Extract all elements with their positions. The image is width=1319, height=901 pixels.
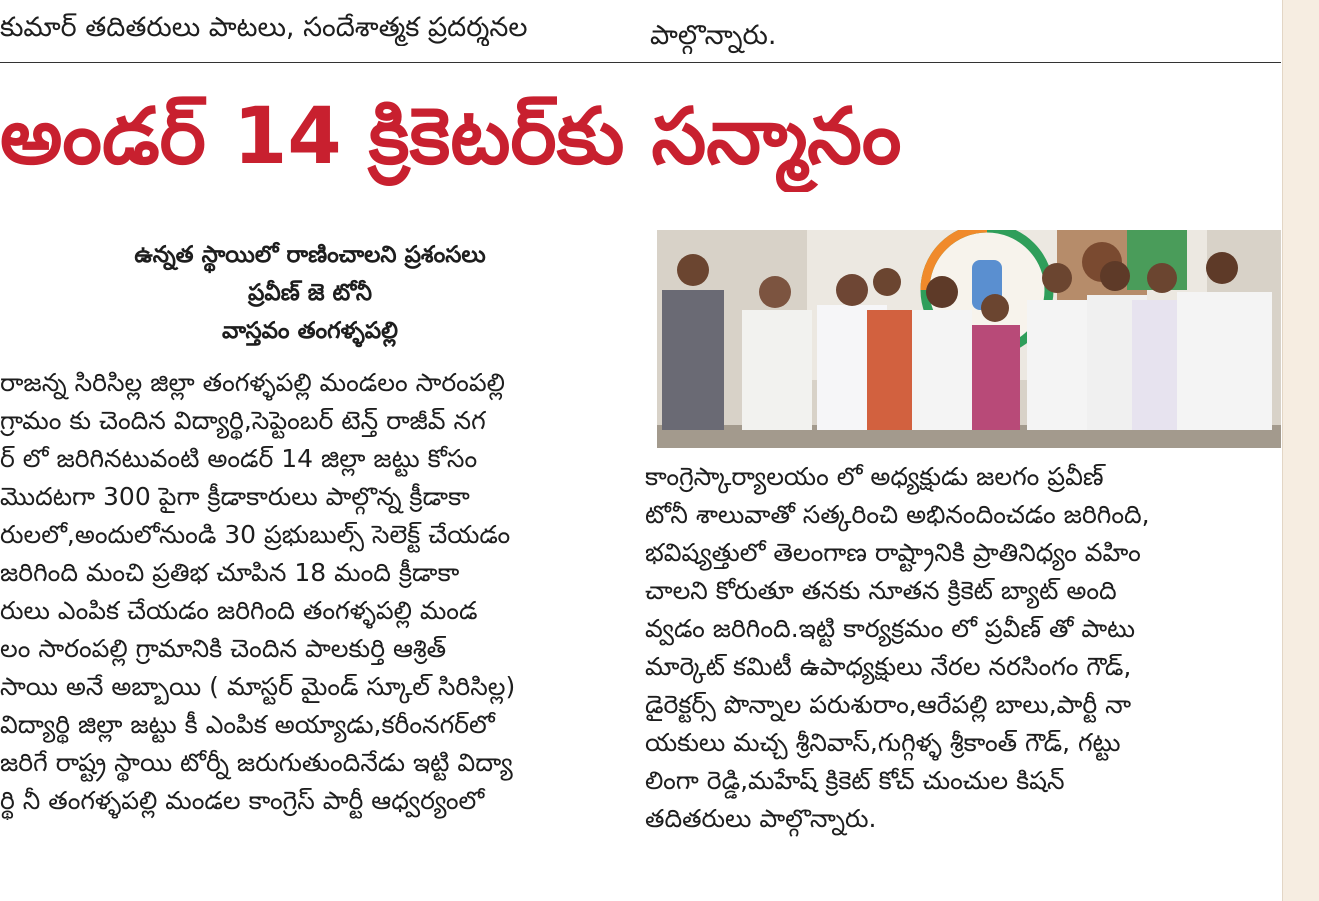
- body-line: భవిష్యత్తులో తెలంగాణ రాష్ట్రానికి ప్రాతినిధ్యం వహిం: [645, 538, 1141, 567]
- body-line: రులు ఎంపిక చేయడం జరిగింది తంగళ్ళపల్లి మండ: [0, 596, 478, 625]
- body-line: గ్రామం కు చెందిన విద్యార్థి,సెప్టెంబర్ టెన్త్ రాజీవ్ నగ: [0, 406, 486, 435]
- body-line: రులలో,అందులోనుండి 30 ప్రభుబుల్స్ సెలెక్ట్ చేయడం: [0, 520, 511, 549]
- body-line: జరిగింది మంచి ప్రతిభ చూపిన 18 మంది క్రీడాకా: [0, 558, 460, 587]
- body-line: రాజన్న సిరిసిల్ల జిల్లా తంగళ్ళపల్లి మండలం సారంపల్లి: [0, 368, 505, 397]
- headline: అండర్ 14 క్రికెటర్‌కు సన్మానం: [0, 92, 902, 182]
- body-line: లింగా రెడ్డి,మహేష్ క్రికెట్ కోచ్ చుంచుల కిషన్: [645, 766, 1065, 795]
- body-line: టోనీ శాలువాతో సత్కరించి అభినందించడం జరిగింది,: [645, 500, 1150, 529]
- body-line: తదితరులు పాల్గొన్నారు.: [645, 804, 877, 833]
- subheading-line: ఉన్నత స్థాయిలో రాణించాలని ప్రశంసలు: [134, 242, 486, 268]
- body-line: విద్యార్థి జిల్లా జట్టు కీ ఎంపిక అయ్యాడు,కరీంనగర్‌లో: [0, 710, 495, 739]
- body-line: ర్ లో జరిగినటువంటి అండర్ 14 జిల్లా జట్టు కోసం: [0, 444, 478, 473]
- body-line: మార్కెట్ కమిటీ ఉపాధ్యక్షులు నేరల నరసింగం గౌడ్,: [645, 652, 1132, 681]
- section-divider: [0, 62, 1281, 63]
- dateline: వాస్తవం తంగళ్ళపల్లి: [222, 318, 398, 344]
- body-line: మొదటగా 300 పైగా క్రీడాకారులు పాల్గొన్న క్రీడాకా: [0, 482, 470, 511]
- body-line: సాయి అనే అబ్బాయి ( మాస్టర్ మైండ్ స్కూల్ సిరిసిల్ల): [0, 672, 516, 701]
- body-line: జరిగే రాష్ట్ర స్థాయి టోర్నీ జరుగుతుందినేడు ఇట్టి విద్యా: [0, 748, 513, 777]
- article-body-right-column: [645, 458, 1281, 838]
- previous-article-tail-left: కుమార్ తదితరులు పాటలు, సందేశాత్మక ప్రదర్శనల: [0, 12, 528, 43]
- body-line: లం సారంపల్లి గ్రామానికి చెందిన పాలకుర్తి ఆశ్రిత్: [0, 634, 447, 663]
- article-body-left-column: [0, 364, 625, 820]
- previous-article-tail-right: పాల్గొన్నారు.: [650, 20, 777, 51]
- body-line: ర్థి నీ తంగళ్ళపల్లి మండల కాంగ్రెస్ పార్టీ ఆధ్వర్యంలో: [0, 786, 485, 815]
- page-edge-strip: [1282, 0, 1319, 901]
- author-line: ప్రవీణ్ జె టోనీ: [248, 280, 372, 306]
- subheadings: [0, 236, 620, 350]
- body-line: డైరెక్టర్స్ పొన్నాల పరుశురాం,ఆరేపల్లి బాలు,పార్టీ నా: [645, 690, 1132, 719]
- body-line: కాంగ్రెస్కార్యాలయం లో అధ్యక్షుడు జలగం ప్రవీణ్: [645, 462, 1104, 491]
- body-line: యకులు మచ్చ శ్రీనివాస్,గుగ్గిళ్ళ శ్రీకాంత్ గౌడ్, గట్టు: [645, 728, 1121, 757]
- group-photo: [657, 230, 1281, 448]
- body-line: వ్వడం జరిగింది.ఇట్టి కార్యక్రమం లో ప్రవీణ్ తో పాటు: [645, 614, 1136, 643]
- body-line: చాలని కోరుతూ తనకు నూతన క్రికెట్ బ్యాట్ అంది: [645, 576, 1117, 605]
